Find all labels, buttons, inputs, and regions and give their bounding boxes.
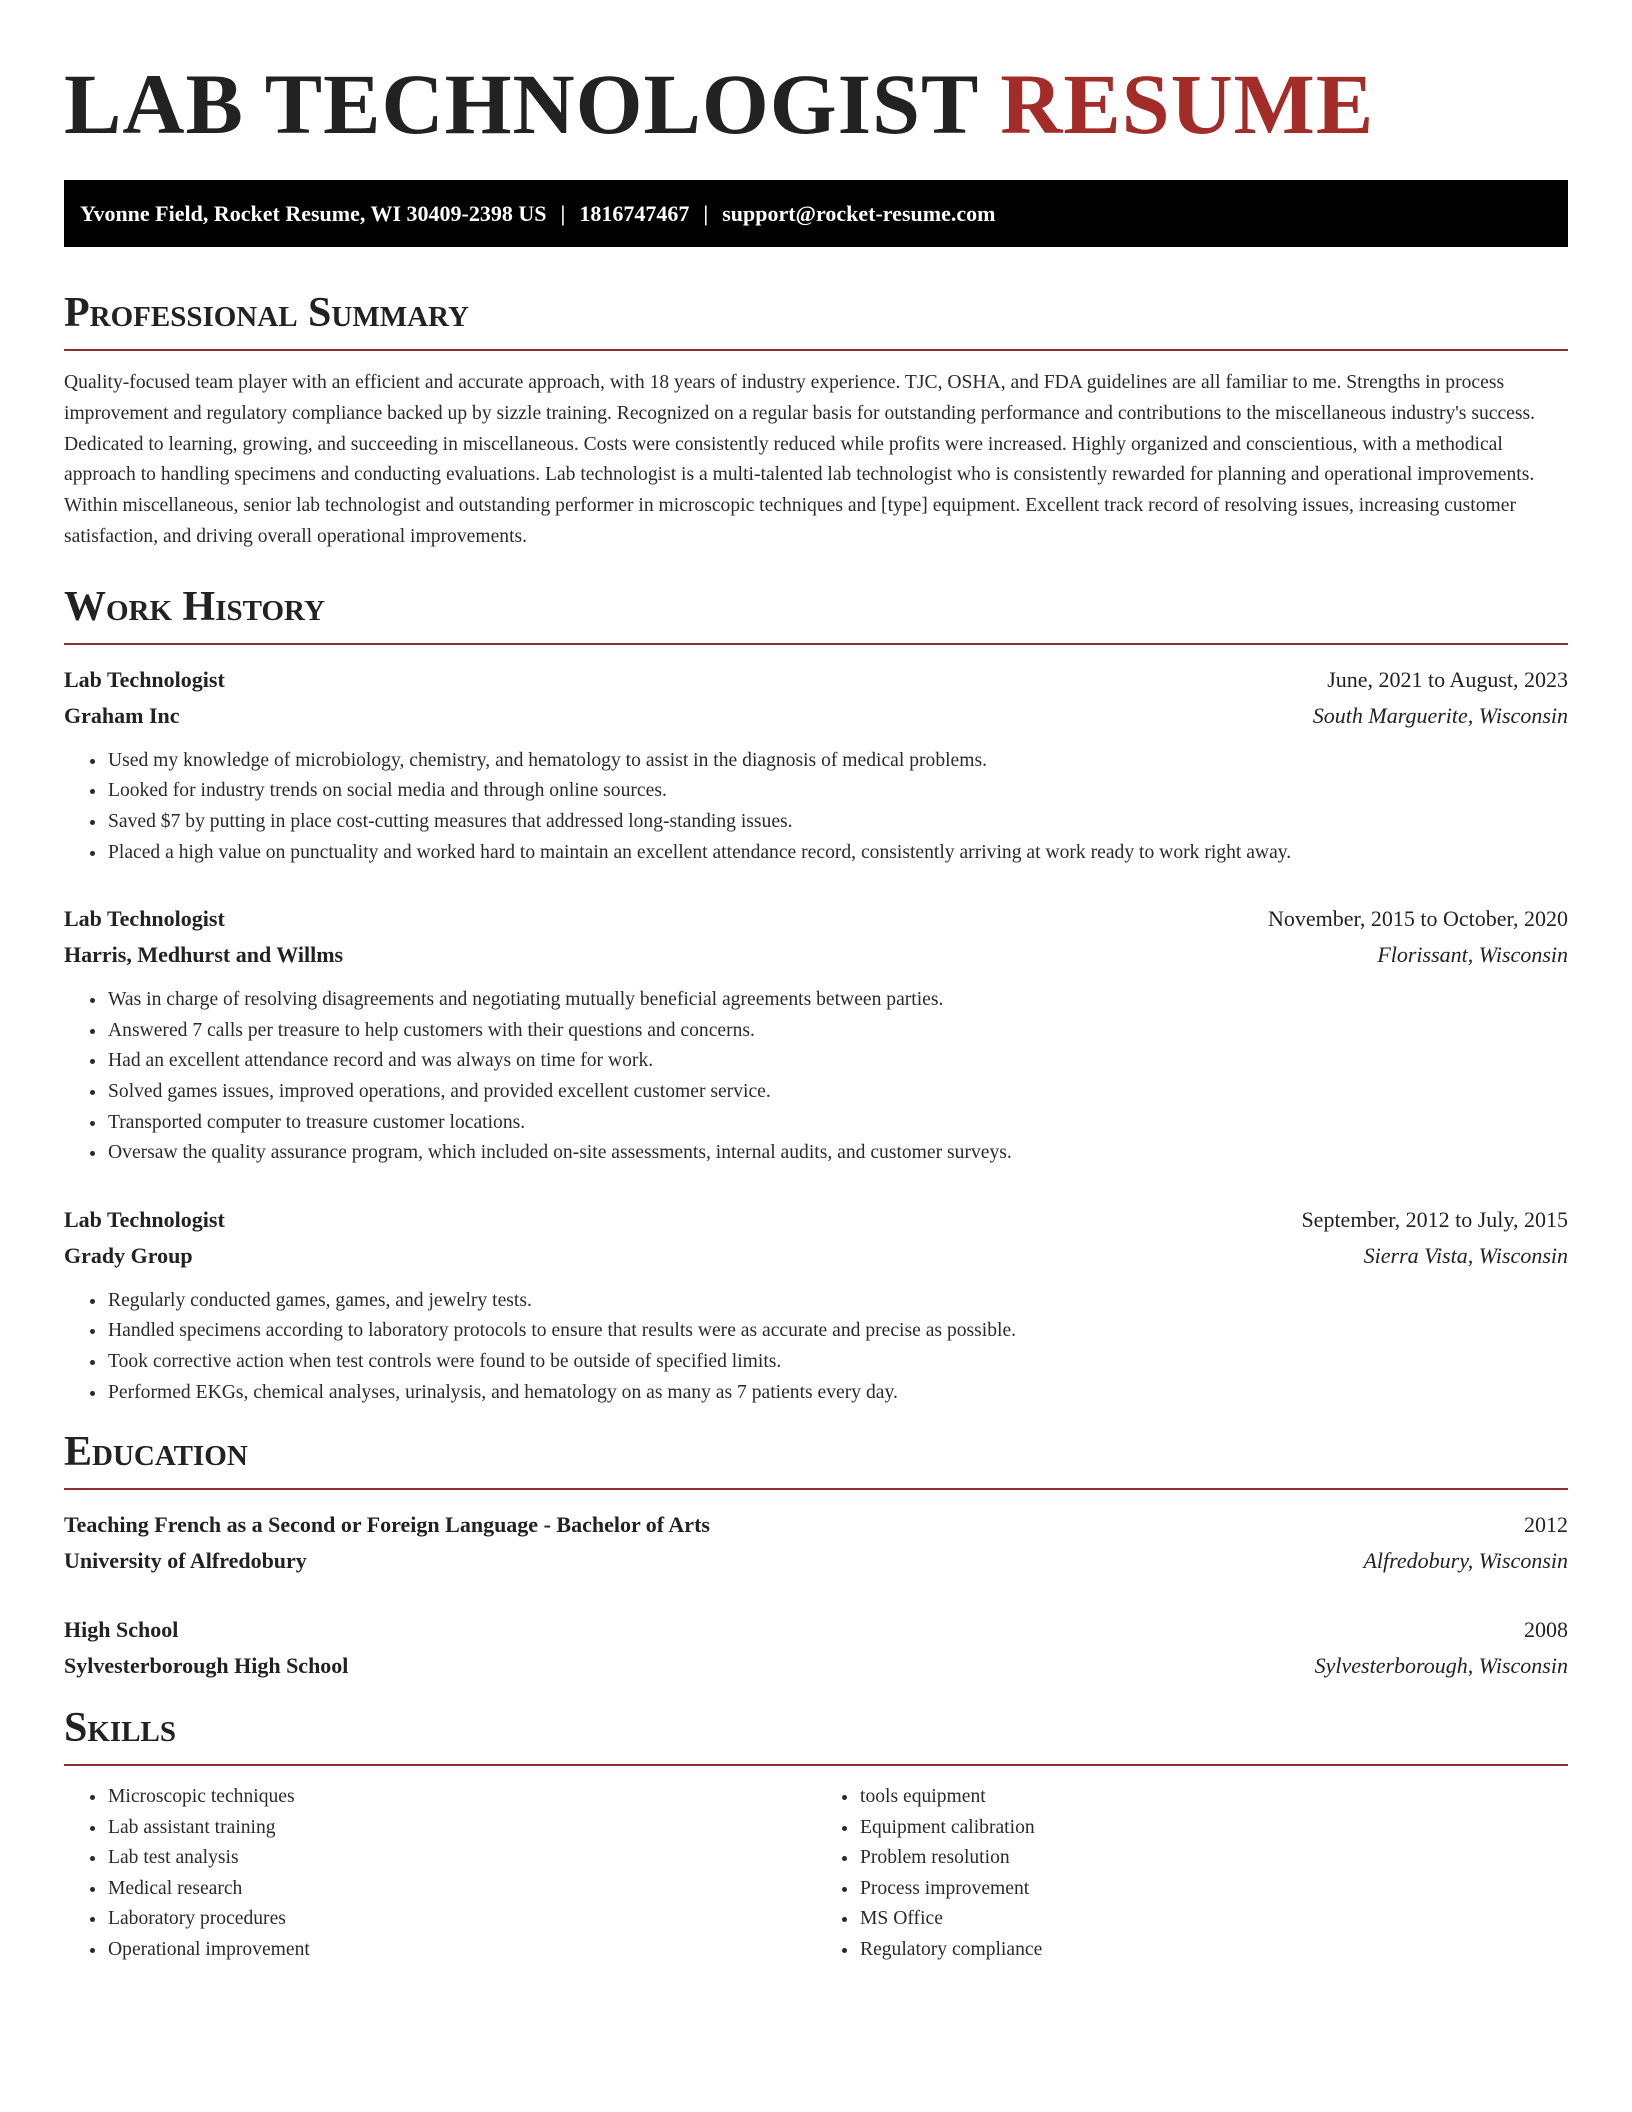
job-bullet: • Regularly conducted games, games, and jewelry tests. <box>107 1286 1568 1317</box>
skills-columns <box>64 1782 1568 1966</box>
skill-item: • Lab assistant training <box>107 1813 816 1844</box>
school-row <box>64 1648 1568 1684</box>
job-bullet: • Transported computer to treasure customer locations. <box>107 1108 1568 1139</box>
resume-title <box>64 58 1568 150</box>
job-bullet: • Was in charge of resolving disagreements and negotiating mutually beneficial agreements between parties. <box>107 985 1568 1016</box>
skills-list <box>816 1782 1568 1966</box>
job-bullet: • Performed EKGs, chemical analyses, urinalysis, and hematology on as many as 7 patients every day. <box>107 1378 1568 1409</box>
job-company-row <box>64 937 1568 973</box>
skill-item: • Process improvement <box>859 1874 1568 1905</box>
contact-separator: | <box>703 201 709 226</box>
job-bullets <box>64 1286 1568 1408</box>
section-heading-work-history: Work History <box>64 585 1568 645</box>
job-bullets <box>64 746 1568 868</box>
job-location: South Marguerite, Wisconsin <box>1312 702 1568 728</box>
job-bullet: • Answered 7 calls per treasure to help customers with their questions and concerns. <box>107 1016 1568 1047</box>
skills-column-right <box>816 1782 1568 1966</box>
degree-name: Teaching French as a Second or Foreign Language - Bachelor of Arts <box>64 1512 710 1538</box>
education-section <box>64 1430 1568 1684</box>
school-name: Sylvesterborough High School <box>64 1653 349 1679</box>
contact-phone: 1816747467 <box>579 201 690 226</box>
job-location: Sierra Vista, Wisconsin <box>1363 1242 1568 1268</box>
job-company: Harris, Medhurst and Willms <box>64 942 344 968</box>
summary-section <box>64 291 1568 553</box>
graduation-year: 2008 <box>1524 1617 1568 1643</box>
job-dates: June, 2021 to August, 2023 <box>1327 666 1568 692</box>
skill-item: • tools equipment <box>859 1782 1568 1813</box>
summary-text: Quality-focused team player with an efficient and accurate approach, with 18 years of industry experience. TJC, OSHA, and FDA guidelines are all familiar to me. Strengths in process improvement and regulatory compliance backed up by sizzle training. Recognized on a regular basis for outstanding performance and contributions to the miscellaneous industry's success. Dedicated to learning, growing, and succeeding in miscellaneous. Costs were consistently reduced while profits were increased. Highly organized and conscientious, with a methodical approach to handling specimens and conducting evaluations. Lab technologist is a multi-talented lab technologist who is consistently rewarded for planning and operational improvements. Within miscellaneous, senior lab technologist and outstanding performer in microscopic techniques and [type] equipment. Excellent track record of resolving issues, increasing customer satisfaction, and driving overall operational improvements. <box>64 372 1535 547</box>
work-history-section <box>64 585 1568 1408</box>
section-heading-skills: Skills <box>64 1706 1568 1766</box>
school-row <box>64 1543 1568 1579</box>
education-entry <box>64 1612 1568 1684</box>
job-bullet: • Handled specimens according to laboratory protocols to ensure that results were as accurate and precise as possible. <box>107 1316 1568 1347</box>
job-dates: November, 2015 to October, 2020 <box>1267 906 1568 932</box>
job-company-row <box>64 1238 1568 1274</box>
skill-item: • MS Office <box>859 1904 1568 1935</box>
job-title: Lab Technologist <box>64 1206 225 1232</box>
contact-email: support@rocket-resume.com <box>722 201 996 226</box>
section-heading-education: Education <box>64 1430 1568 1490</box>
title-main: LAB TECHNOLOGIST <box>64 56 978 152</box>
job-bullet: • Took corrective action when test controls were found to be outside of specified limits. <box>107 1347 1568 1378</box>
education-entry <box>64 1507 1568 1579</box>
skills-list <box>64 1782 816 1966</box>
job-location: Florissant, Wisconsin <box>1377 942 1568 968</box>
job-entry <box>64 1202 1568 1408</box>
school-name: University of Alfredobury <box>64 1548 307 1574</box>
skills-section <box>64 1706 1568 1966</box>
skill-item: • Lab test analysis <box>107 1843 816 1874</box>
graduation-year: 2012 <box>1524 1512 1568 1538</box>
job-entry <box>64 662 1568 868</box>
job-bullet: • Solved games issues, improved operations, and provided excellent customer service. <box>107 1077 1568 1108</box>
job-bullet: • Had an excellent attendance record and was always on time for work. <box>107 1046 1568 1077</box>
job-company: Graham Inc <box>64 702 180 728</box>
job-bullet: • Looked for industry trends on social media and through online sources. <box>107 776 1568 807</box>
job-bullet: • Placed a high value on punctuality and worked hard to maintain an excellent attendance record, consistently arriving at work ready to work right away. <box>107 838 1568 869</box>
job-title-row <box>64 662 1568 698</box>
job-title: Lab Technologist <box>64 906 225 932</box>
degree-row <box>64 1612 1568 1648</box>
job-company: Grady Group <box>64 1242 193 1268</box>
skill-item: • Operational improvement <box>107 1935 816 1966</box>
contact-separator: | <box>560 201 566 226</box>
job-bullet: • Saved $7 by putting in place cost-cutting measures that addressed long-standing issues. <box>107 807 1568 838</box>
job-bullet: • Oversaw the quality assurance program, which included on-site assessments, internal audits, and customer surveys. <box>107 1138 1568 1169</box>
contact-bar <box>64 180 1568 247</box>
skill-item: • Microscopic techniques <box>107 1782 816 1813</box>
job-bullet: • Used my knowledge of microbiology, chemistry, and hematology to assist in the diagnosis of medical problems. <box>107 746 1568 777</box>
skill-item: • Laboratory procedures <box>107 1904 816 1935</box>
job-title-row <box>64 901 1568 937</box>
job-bullets <box>64 985 1568 1169</box>
school-location: Alfredobury, Wisconsin <box>1363 1548 1568 1574</box>
job-entry <box>64 901 1568 1169</box>
degree-name: High School <box>64 1617 179 1643</box>
skills-column-left <box>64 1782 816 1966</box>
degree-row <box>64 1507 1568 1543</box>
job-title: Lab Technologist <box>64 666 225 692</box>
skill-item: • Medical research <box>107 1874 816 1905</box>
school-location: Sylvesterborough, Wisconsin <box>1314 1653 1568 1679</box>
job-title-row <box>64 1202 1568 1238</box>
skill-item: • Regulatory compliance <box>859 1935 1568 1966</box>
title-accent: RESUME <box>1000 56 1375 152</box>
contact-address: Yvonne Field, Rocket Resume, WI 30409-2398 US <box>80 201 547 226</box>
skill-item: • Equipment calibration <box>859 1813 1568 1844</box>
job-dates: September, 2012 to July, 2015 <box>1301 1206 1568 1232</box>
skill-item: • Problem resolution <box>859 1843 1568 1874</box>
section-heading-summary: Professional Summary <box>64 291 1568 351</box>
job-company-row <box>64 698 1568 734</box>
